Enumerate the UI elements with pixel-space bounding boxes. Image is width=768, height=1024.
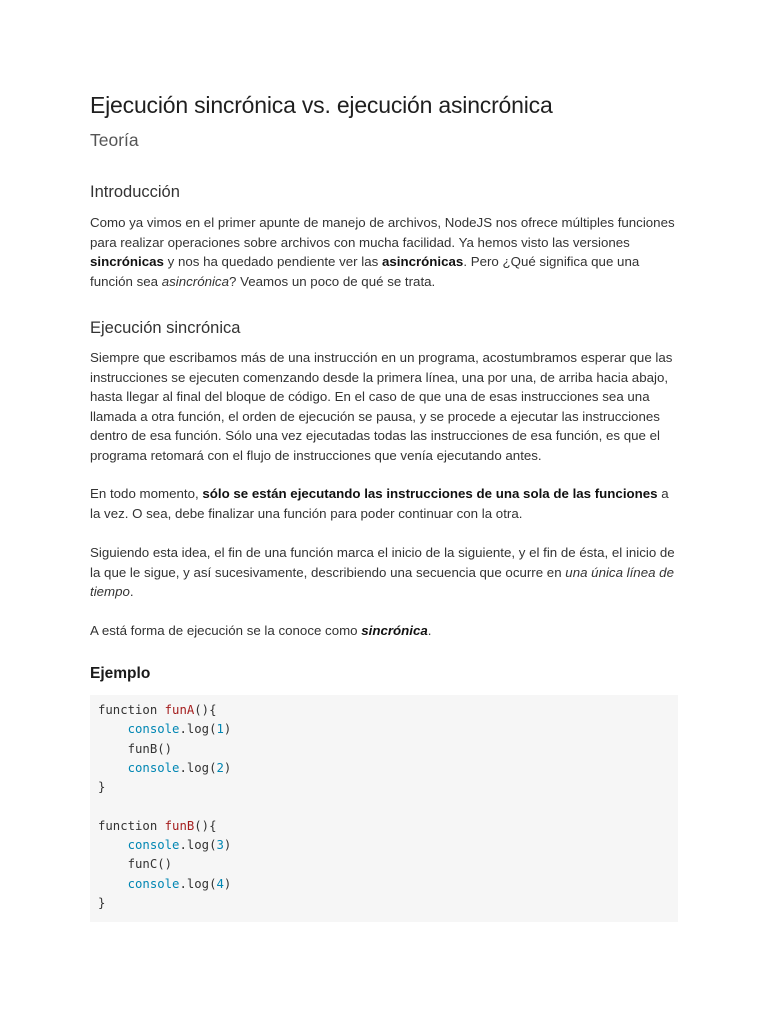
code-text: .log( xyxy=(179,760,217,775)
code-text: .log( xyxy=(179,876,217,891)
code-number: 2 xyxy=(216,760,224,775)
intro-paragraph xyxy=(90,213,678,291)
code-number: 1 xyxy=(216,722,224,737)
code-number: 3 xyxy=(216,838,224,853)
code-line: } xyxy=(98,780,106,795)
code-text: ) xyxy=(223,722,232,737)
bold-text: sincrónicas xyxy=(90,254,164,269)
code-indent xyxy=(98,877,128,891)
sync-paragraph-2 xyxy=(90,484,678,523)
text-span: ? Veamos un poco de qué se trata. xyxy=(228,273,436,289)
code-object: console xyxy=(127,838,180,853)
code-line xyxy=(98,875,670,894)
text-span: Como ya vimos en el primer apunte de manejo de archivos, NodeJS nos ofrece múltiples funciones para realizar operaciones sobre archivos con mucha facilidad. Ya hemos visto las versiones xyxy=(90,215,675,250)
text-span: Siguiendo esta idea, el fin de una función marca el inicio de la siguiente, y el fin de ésta, el inicio de la que le sigue, y así sucesivamente, describiendo una secuencia que ocurre en xyxy=(90,545,675,580)
code-text: .log( xyxy=(179,722,217,737)
sync-heading: Ejecución sincrónica xyxy=(90,319,241,337)
code-keyword: function xyxy=(98,703,165,717)
code-text: .log( xyxy=(179,838,217,853)
code-line: funB() xyxy=(98,741,173,756)
text-span: . Pero ¿Qué significa que una función sea xyxy=(90,254,640,289)
code-text: ) xyxy=(223,760,232,775)
code-line xyxy=(98,836,670,855)
text-span: y nos ha quedado pendiente ver las xyxy=(163,254,382,269)
page-subtitle: Teoría xyxy=(90,130,139,150)
code-number: 4 xyxy=(216,876,224,891)
italic-text: asincrónica xyxy=(161,273,229,289)
sync-paragraph-1: Siempre que escribamos más de una instrucción en un programa, acostumbramos esperar que las instrucciones se ejecuten comenzando desde la primera línea, una por una, de arriba hacia abajo, hasta llegar al final del bloque de código. En el caso de que una de esas instrucciones sea una llamada a otra función, el orden de ejecución se pausa, y se procede a ejecutar las instrucciones dentro de esa función. Sólo una vez ejecutadas todas las instrucciones de esa función, es que el programa retomará con el flujo de instrucciones que venía ejecutando antes. xyxy=(90,350,673,463)
code-keyword: function xyxy=(98,818,165,833)
sync-paragraph-4 xyxy=(90,621,678,641)
bold-text: asincrónicas xyxy=(382,254,464,269)
text-span: . xyxy=(427,623,432,638)
code-line xyxy=(98,817,670,836)
code-line xyxy=(98,797,670,816)
text-span: En todo momento, xyxy=(90,486,203,501)
code-line: funC() xyxy=(98,857,173,872)
code-line xyxy=(98,720,670,739)
text-span: . xyxy=(129,584,134,599)
text-span: a la vez. O sea, debe finalizar una función para poder continuar con la otra. xyxy=(90,486,669,521)
code-function-name: funB xyxy=(164,818,195,833)
code-text: ) xyxy=(223,838,232,853)
code-function-name: funA xyxy=(164,703,195,717)
code-block xyxy=(90,695,678,922)
code-indent xyxy=(98,722,128,736)
code-object: console xyxy=(127,722,180,737)
intro-heading: Introducción xyxy=(90,183,180,201)
code-indent xyxy=(98,761,128,775)
code-indent xyxy=(98,838,128,852)
code-line xyxy=(98,759,670,778)
code-text: ) xyxy=(223,876,232,891)
italic-text: una única línea de tiempo xyxy=(90,564,674,599)
example-heading: Ejemplo xyxy=(90,665,151,682)
code-text: (){ xyxy=(194,703,217,717)
code-object: console xyxy=(127,760,180,775)
page-title: Ejecución sincrónica vs. ejecución asincrónica xyxy=(90,92,553,118)
code-text: (){ xyxy=(194,818,217,833)
code-line xyxy=(98,701,670,720)
code-object: console xyxy=(127,876,180,891)
bold-italic-text: sincrónica xyxy=(361,623,428,638)
bold-text: sólo se están ejecutando las instrucciones de una sola de las funciones xyxy=(202,486,658,501)
text-span: A está forma de ejecución se la conoce como xyxy=(90,623,362,638)
code-line: } xyxy=(98,895,106,910)
sync-paragraph-3 xyxy=(90,543,678,602)
